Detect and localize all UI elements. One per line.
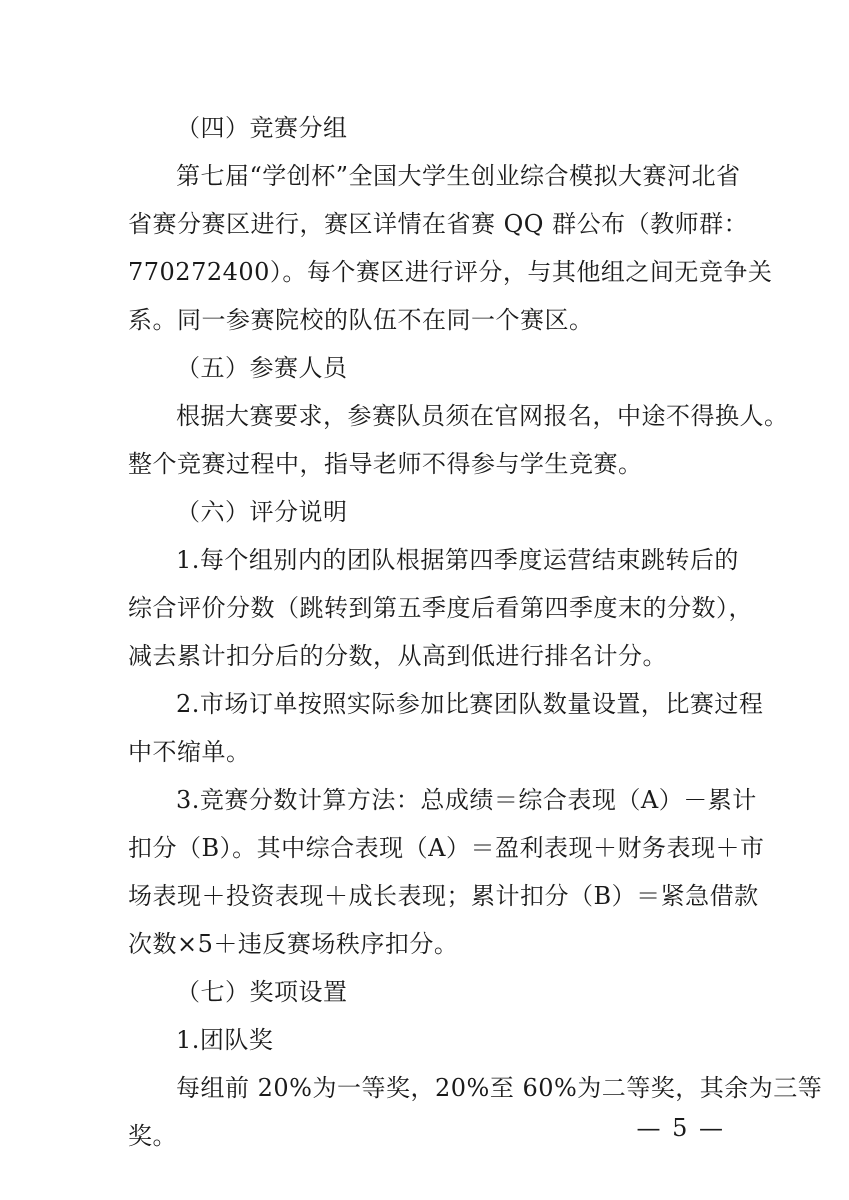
paragraph-line: 2.市场订单按照实际参加比赛团队数量设置，比赛过程	[176, 690, 764, 718]
section-heading-awards: （七）奖项设置	[176, 978, 348, 1006]
paragraph-line: 次数×5＋违反赛场秩序扣分。	[128, 930, 459, 958]
paragraph-line: 3.竞赛分数计算方法：总成绩＝综合表现（A）－累计	[176, 786, 757, 814]
paragraph-line: 省赛分赛区进行，赛区详情在省赛 QQ 群公布（教师群：	[128, 210, 749, 238]
paragraph-line: 奖。	[128, 1122, 177, 1150]
paragraph-line: 扣分（B）。其中综合表现（A）＝盈利表现＋财务表现＋市	[128, 834, 765, 862]
paragraph-line: 第七届“学创杯”全国大学生创业综合模拟大赛河北省	[176, 162, 741, 190]
paragraph-line: 770272400）。每个赛区进行评分，与其他组之间无竞争关	[128, 258, 773, 286]
paragraph-line: 中不缩单。	[128, 738, 251, 766]
paragraph-line: 综合评价分数（跳转到第五季度后看第四季度末的分数），	[128, 594, 753, 622]
paragraph-line: 1.每个组别内的团队根据第四季度运营结束跳转后的	[176, 546, 739, 574]
paragraph-line: 每组前 20%为一等奖，20%至 60%为二等奖，其余为三等	[176, 1074, 823, 1102]
section-heading-participants: （五）参赛人员	[176, 354, 348, 382]
paragraph-line: 场表现＋投资表现＋成长表现；累计扣分（B）＝紧急借款	[128, 882, 759, 910]
paragraph-line: 减去累计扣分后的分数，从高到低进行排名计分。	[128, 642, 667, 670]
paragraph-line: 整个竞赛过程中，指导老师不得参与学生竞赛。	[128, 450, 643, 478]
section-heading-scoring: （六）评分说明	[176, 498, 348, 526]
paragraph-line: 根据大赛要求，参赛队员须在官网报名，中途不得换人。	[176, 402, 789, 430]
section-heading-competition-grouping: （四）竞赛分组	[176, 114, 348, 142]
paragraph-line: 系。同一参赛院校的队伍不在同一个赛区。	[128, 306, 594, 334]
subsection-heading-team-award: 1.团队奖	[176, 1026, 274, 1054]
document-body	[128, 104, 823, 1160]
page-number: — 5 —	[636, 1114, 725, 1142]
